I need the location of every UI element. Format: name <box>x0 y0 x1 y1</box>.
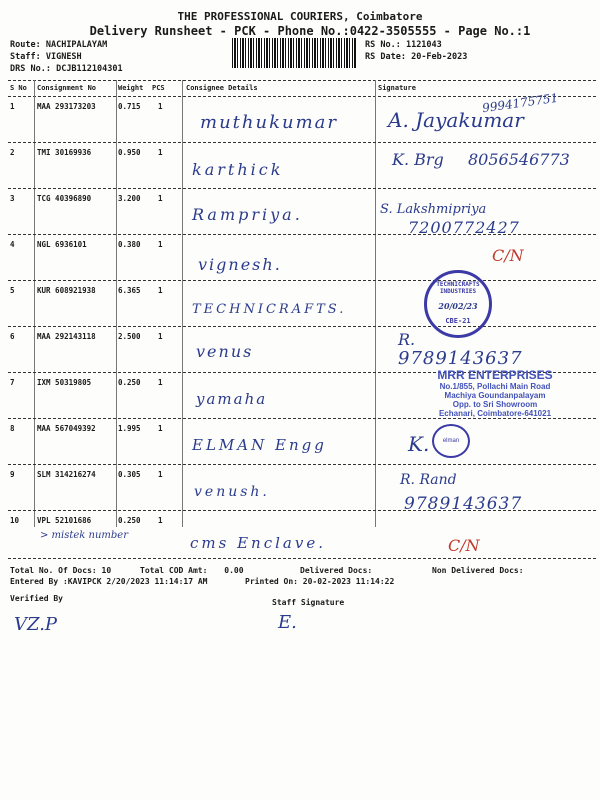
pcs: 1 <box>158 148 163 157</box>
entered-by: Entered By :KAVIPCK 2/20/2023 11:14:17 AM <box>10 577 208 586</box>
consignment-no: MAA 292143118 <box>37 332 96 341</box>
consignment-no: MAA 293173203 <box>37 102 96 111</box>
weight: 0.250 <box>118 378 141 387</box>
pcs: 1 <box>158 332 163 341</box>
signature-handwritten: K. Brg <box>392 150 444 169</box>
weight: 0.250 <box>118 516 141 525</box>
consignment-no: TCG 40396890 <box>37 194 92 203</box>
signature-handwritten: K. <box>408 432 430 456</box>
table-bottom-rule <box>8 558 596 559</box>
weight: 3.200 <box>118 194 141 203</box>
pcs: 1 <box>158 240 163 249</box>
pcs: 1 <box>158 470 163 479</box>
col-divider <box>182 80 183 527</box>
weight: 6.365 <box>118 286 141 295</box>
consignee-handwritten: vignesh. <box>198 255 282 274</box>
weight: 0.305 <box>118 470 141 479</box>
rs-date-value: 20-Feb-2023 <box>411 52 468 62</box>
pcs: 1 <box>158 516 163 525</box>
col-header-sno: S No <box>10 84 27 92</box>
total-docs: Total No. Of Docs: 10 <box>10 566 112 575</box>
consignee-handwritten: Rampriya. <box>192 205 303 224</box>
signature-handwritten: R. Rand <box>400 472 457 488</box>
weight: 2.500 <box>118 332 141 341</box>
staff-signature: E. <box>278 612 297 633</box>
remark-handwritten: > mistek number <box>40 530 129 541</box>
consignment-no: SLM 314216274 <box>37 470 96 479</box>
col-divider <box>116 80 117 527</box>
consignee-handwritten: yamaha <box>196 390 268 408</box>
elman-stamp: elman <box>432 424 470 458</box>
return-note: C/N <box>492 246 524 265</box>
verified-by-label: Verified By <box>10 594 63 603</box>
col-header-pcs: PCS <box>152 84 165 92</box>
signature-phone: 8056546773 <box>468 150 570 169</box>
consignee-handwritten: venus <box>196 342 254 361</box>
col-header-consignment: Consignment No <box>37 84 97 92</box>
total-cod: Total COD Amt: 0.00 <box>140 566 244 575</box>
row-rule <box>8 280 596 281</box>
rs-no-value: 1121043 <box>405 40 442 50</box>
pcs: 1 <box>158 102 163 111</box>
return-note: C/N <box>448 536 480 555</box>
consignee-handwritten: ELMAN Engg <box>192 436 327 454</box>
staff-line: Staff: VIGNESH <box>10 52 82 62</box>
printed-on: Printed On: 20-02-2023 11:14:22 <box>245 577 395 586</box>
consignee-handwritten: karthick <box>192 160 284 179</box>
row-rule <box>8 326 596 327</box>
weight: 1.995 <box>118 424 141 433</box>
consignee-handwritten: TECHNICRAFTS. <box>192 302 347 317</box>
table-top-rule <box>8 80 596 81</box>
signature-handwritten: R. <box>398 330 416 349</box>
mrr-enterprises-stamp: MRR ENTERPRISES No.1/855, Pollachi Main Road Machiya Goundanpalayam Opp. to Sri Showroom Echanari, Coimbatore-641021 <box>437 368 553 418</box>
row-rule <box>8 142 596 143</box>
barcode <box>232 38 357 68</box>
staff-value: VIGNESH <box>45 52 82 62</box>
consignment-no: IXM 50319805 <box>37 378 92 387</box>
row-rule <box>8 188 596 189</box>
signature-phone: 7200772427 <box>408 218 520 237</box>
weight: 0.380 <box>118 240 141 249</box>
row-rule <box>8 418 596 419</box>
runsheet-title: Delivery Runsheet - PCK - Phone No.:0422-3505555 - Page No.:1 <box>89 24 531 38</box>
col-header-consignee: Consignee Details <box>186 84 258 92</box>
consignment-no: NGL 6936101 <box>37 240 87 249</box>
signature-phone: 9789143637 <box>404 494 523 514</box>
consignee-handwritten: venush. <box>194 484 270 500</box>
consignment-no: TMI 30169936 <box>37 148 92 157</box>
rs-no-line: RS No.: 1121043 <box>365 40 442 50</box>
company-title: THE PROFESSIONAL COURIERS, Coimbatore <box>177 10 423 23</box>
pcs: 1 <box>158 424 163 433</box>
consignment-no: MAA 567049392 <box>37 424 96 433</box>
consignment-no: KUR 608921938 <box>37 286 96 295</box>
weight: 0.950 <box>118 148 141 157</box>
signature-phone: 9994175751 <box>481 90 559 116</box>
col-divider <box>375 80 376 527</box>
technicrafts-stamp: TECHNICRAFTS INDUSTRIES 20/02/23 CBE-21 <box>424 270 492 338</box>
col-header-signature: Signature <box>378 84 416 92</box>
route-value: NACHIPALAYAM <box>45 40 108 50</box>
delivered-docs: Delivered Docs: <box>300 566 373 575</box>
pcs: 1 <box>158 286 163 295</box>
non-delivered-docs: Non Delivered Docs: <box>432 566 524 575</box>
consignment-no: VPL 52101686 <box>37 516 92 525</box>
consignee-handwritten: muthukumar <box>200 112 338 133</box>
signature-handwritten: S. Lakshmipriya <box>380 202 487 217</box>
route-line: Route: NACHIPALAYAM <box>10 40 108 50</box>
pcs: 1 <box>158 378 163 387</box>
staff-signature-label: Staff Signature <box>272 598 345 607</box>
consignee-handwritten: cms Enclave. <box>190 534 326 552</box>
rs-date-line: RS Date: 20-Feb-2023 <box>365 52 468 62</box>
row-rule <box>8 464 596 465</box>
drs-line: DRS No.: DCJB112104301 <box>10 64 123 74</box>
pcs: 1 <box>158 194 163 203</box>
signature-phone: 9789143637 <box>398 348 523 369</box>
drs-value: DCJB112104301 <box>56 64 123 74</box>
weight: 0.715 <box>118 102 141 111</box>
verified-signature: VZ.P <box>14 614 58 635</box>
col-divider <box>34 80 35 527</box>
signature-handwritten: A. Jayakumar <box>388 108 524 132</box>
col-header-weight: Weight <box>118 84 144 92</box>
